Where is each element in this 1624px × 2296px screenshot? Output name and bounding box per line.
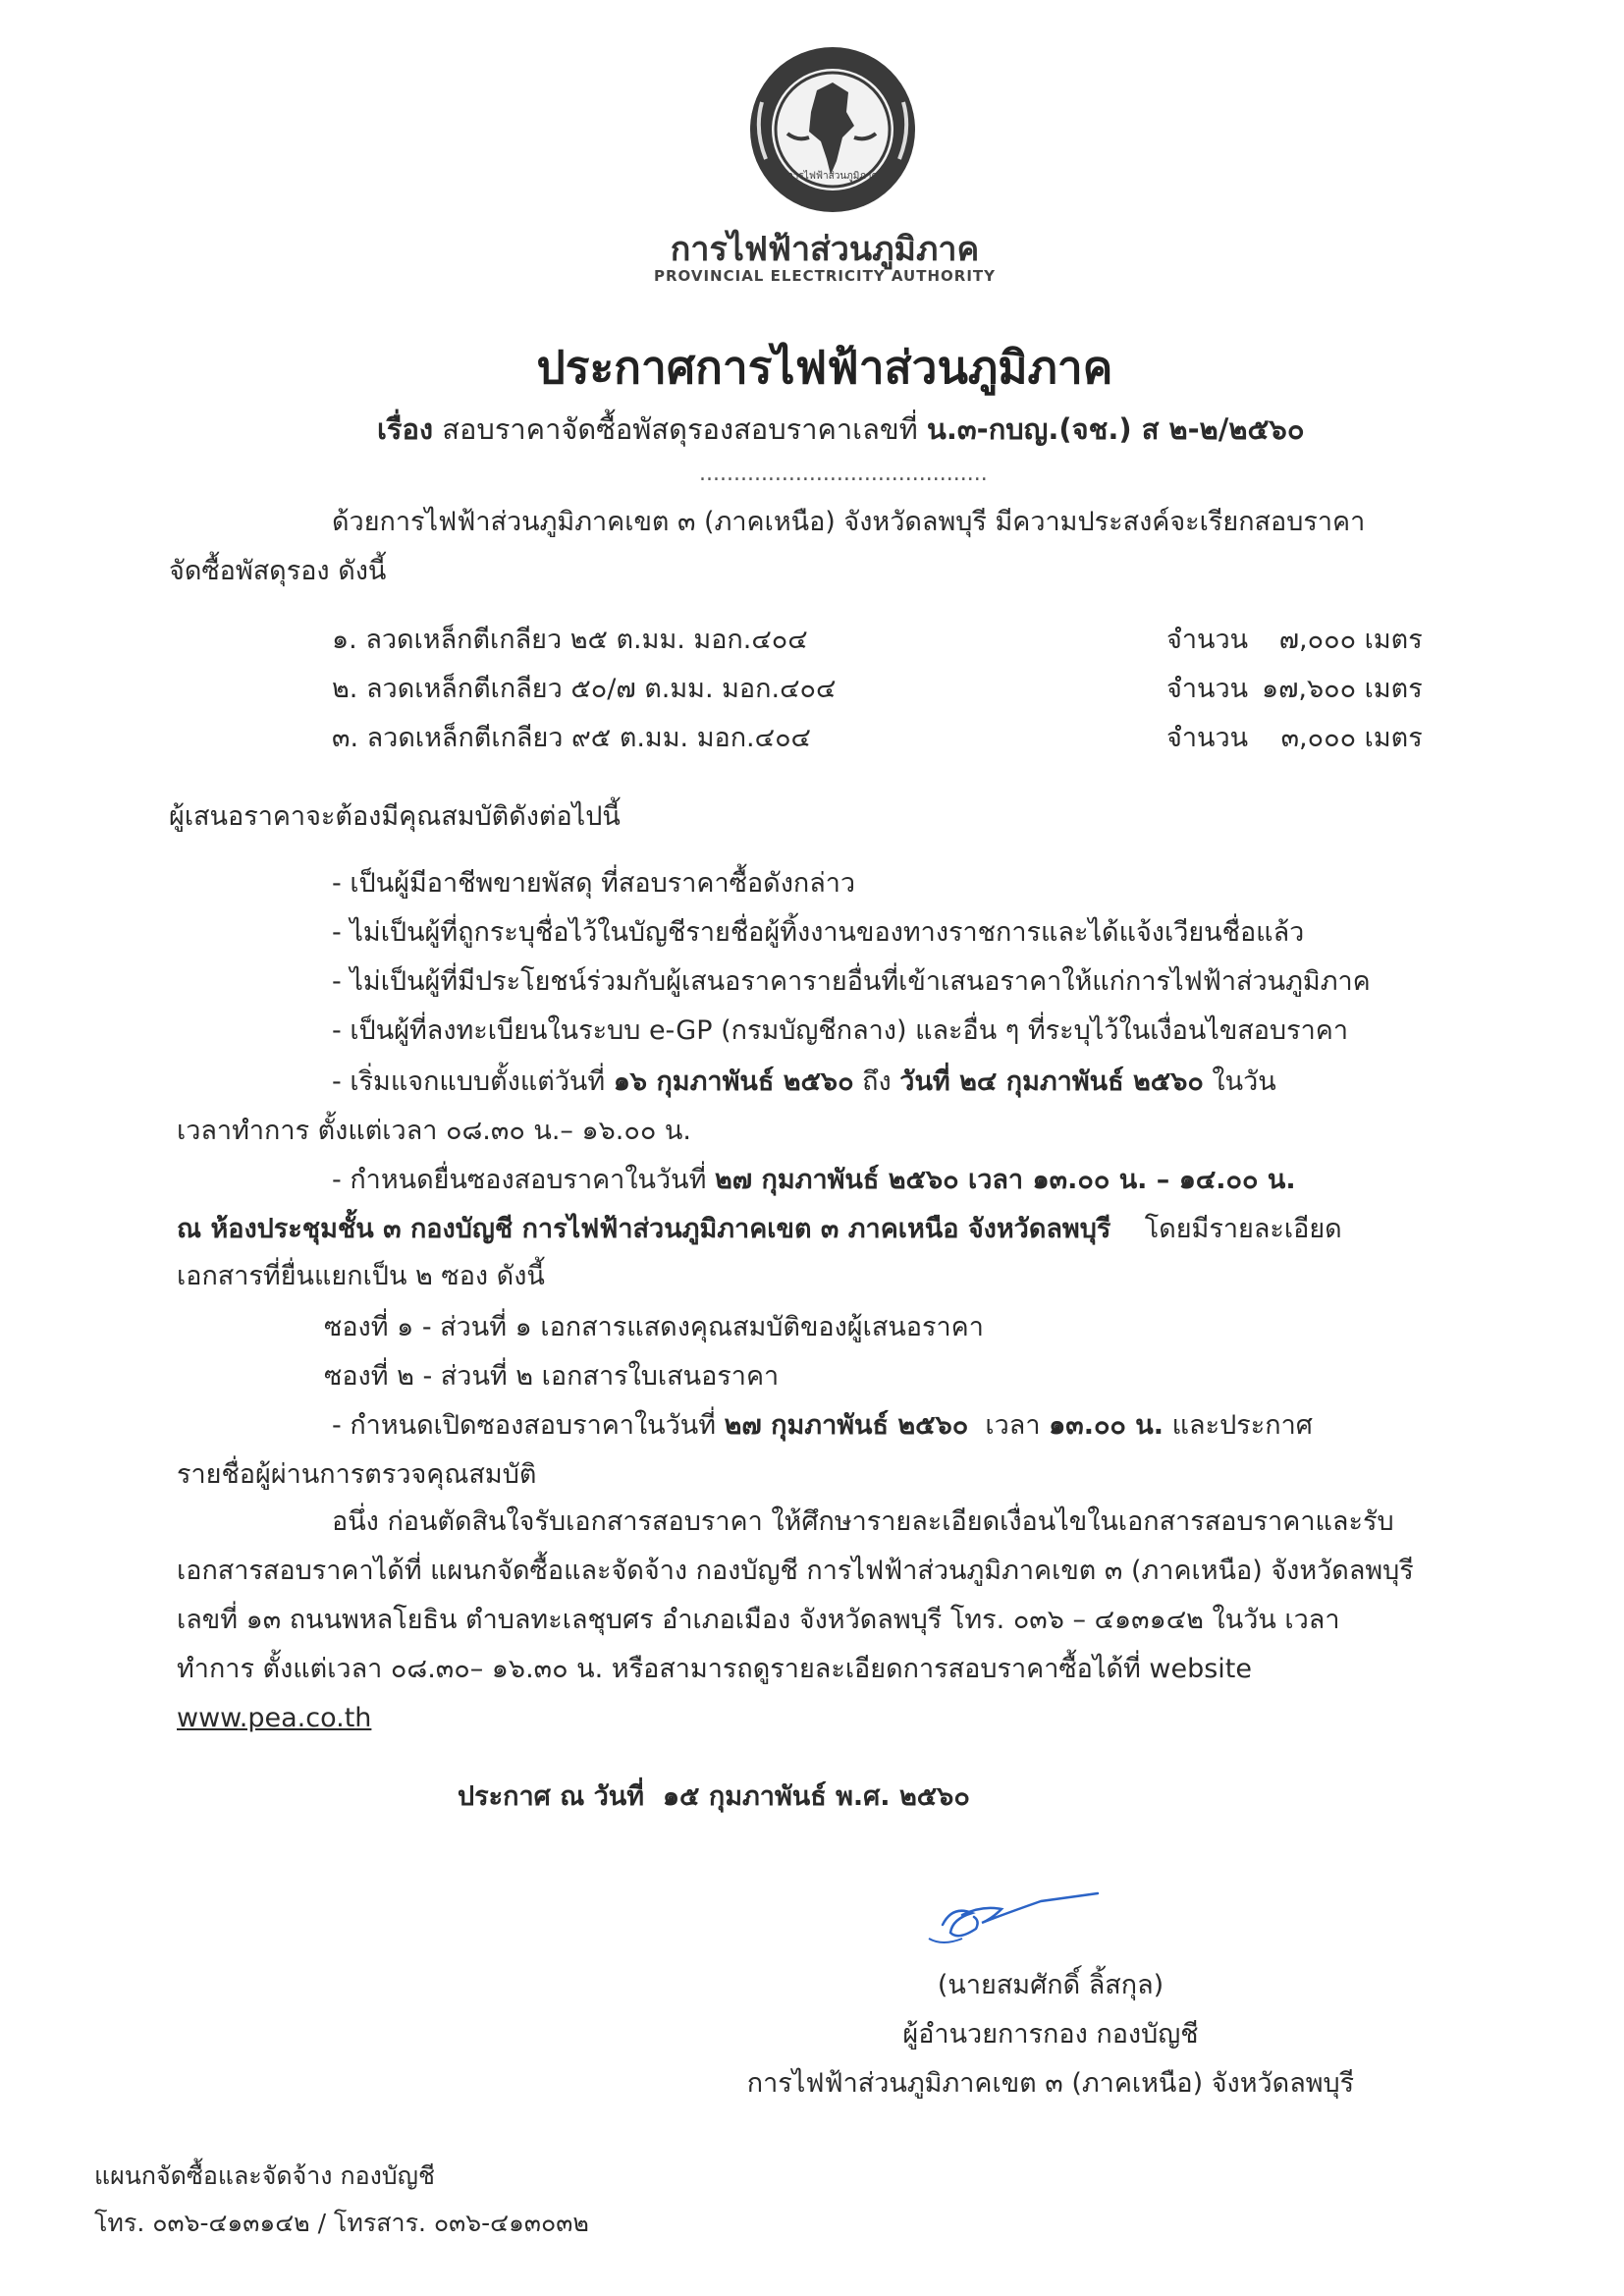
distribution-line-2: เวลาทำการ ตั้งแต่เวลา ๐๘.๓๐ น.– ๑๖.๐๐ น. [177, 1116, 691, 1146]
title-divider: .......................................... [699, 462, 988, 486]
pea-logo [738, 43, 927, 216]
subject-label: เรื่อง [377, 412, 434, 446]
note-line-2: เอกสารสอบราคาได้ที่ แผนกจัดซื้อและจัดจ้าง กองบัญชี การไฟฟ้าส่วนภูมิภาคเขต ๓ (ภาคเหนือ) จังหวัดลพบุรี [177, 1556, 1414, 1586]
submission-line-1: - กำหนดยื่นซองสอบราคาในวันที่ ๒๗ กุมภาพันธ์ ๒๕๖๐ เวลา ๑๓.๐๐ น. – ๑๔.๐๐ น. [332, 1165, 1296, 1195]
subject-number: น.๓-กบญ.(จช.) ส ๒-๒/๒๕๖๐ [927, 412, 1305, 446]
item-desc-2: ๒. ลวดเหล็กตีเกลียว ๕๐/๗ ต.มม. มอก.๔๐๔ [332, 674, 837, 704]
qualification-2: - ไม่เป็นผู้ที่ถูกระบุชื่อไว้ในบัญชีรายชื่อผู้ทิ้งงานของทางราชการและได้แจ้งเวียนชื่อแล้ว [332, 917, 1305, 948]
item-desc-1: ๑. ลวดเหล็กตีเกลียว ๒๕ ต.มม. มอก.๔๐๔ [332, 625, 808, 655]
distribution-line-1: - เริ่มแจกแบบตั้งแต่วันที่ ๑๖ กุมภาพันธ์ ๒๕๖๐ ถึง วันที่ ๒๔ กุมภาพันธ์ ๒๕๖๐ ในวัน [332, 1066, 1276, 1097]
submission-line-3: เอกสารที่ยื่นแยกเป็น ๒ ซอง ดังนี้ [177, 1261, 545, 1291]
signer-organization: การไฟฟ้าส่วนภูมิภาคเขต ๓ (ภาคเหนือ) จังหวัดลพบุรี [746, 2068, 1355, 2099]
intro-line-2: จัดซื้อพัสดุรอง ดังนี้ [169, 556, 387, 586]
subject-text: สอบราคาจัดซื้อพัสดุรองสอบราคาเลขที่ [442, 412, 918, 446]
document-subject [377, 407, 1305, 452]
signer-position: ผู้อำนวยการกอง กองบัญชี [902, 2019, 1199, 2050]
signature-image [923, 1886, 1100, 1954]
organization-name-english: PROVINCIAL ELECTRICITY AUTHORITY [653, 267, 997, 285]
envelope-1: ซองที่ ๑ - ส่วนที่ ๑ เอกสารแสดงคุณสมบัติของผู้เสนอราคา [324, 1312, 984, 1342]
website-link[interactable]: www.pea.co.th [177, 1703, 372, 1733]
submission-line-2: ณ ห้องประชุมชั้น ๓ กองบัญชี การไฟฟ้าส่วนภูมิภาคเขต ๓ ภาคเหนือ จังหวัดลพบุรี โดยมีรายละเอียด [177, 1214, 1342, 1244]
item-qty-1: จำนวน ๗,๐๐๐ เมตร [1166, 625, 1423, 655]
qualification-1: - เป็นผู้มีอาชีพขายพัสดุ ที่สอบราคาซื้อดังกล่าว [332, 868, 856, 899]
qualification-3: - ไม่เป็นผู้ที่มีประโยชน์ร่วมกับผู้เสนอราคารายอื่นที่เข้าเสนอราคาให้แก่การไฟฟ้าส่วนภูมิภาค [332, 966, 1371, 997]
logo-caption: การไฟฟ้าส่วนภูมิภาค [786, 171, 879, 182]
announcement-date: ประกาศ ณ วันที่ ๑๕ กุมภาพันธ์ พ.ศ. ๒๕๖๐ [458, 1781, 970, 1812]
organization-name-thai: การไฟฟ้าส่วนภูมิภาค [670, 230, 980, 269]
envelope-2: ซองที่ ๒ - ส่วนที่ ๒ เอกสารใบเสนอราคา [324, 1361, 780, 1392]
opening-line-1: - กำหนดเปิดซองสอบราคาในวันที่ ๒๗ กุมภาพันธ์ ๒๕๖๐ เวลา ๑๓.๐๐ น. และประกาศ [332, 1410, 1313, 1441]
opening-line-2: รายชื่อผู้ผ่านการตรวจคุณสมบัติ [177, 1459, 537, 1490]
note-line-1: อนึ่ง ก่อนตัดสินใจรับเอกสารสอบราคา ให้ศึกษารายละเอียดเงื่อนไขในเอกสารสอบราคาและรับ [332, 1506, 1394, 1537]
footer-contact: โทร. ๐๓๖-๔๑๓๑๔๒ / โทรสาร. ๐๓๖-๔๑๓๐๓๒ [94, 2209, 589, 2237]
intro-line-1: ด้วยการไฟฟ้าส่วนภูมิภาคเขต ๓ (ภาคเหนือ) จังหวัดลพบุรี มีความประสงค์จะเรียกสอบราคา [332, 507, 1366, 537]
signer-name: (นายสมศักดิ์ ลิ้สกุล) [937, 1970, 1164, 2000]
item-qty-2: จำนวน ๑๗,๖๐๐ เมตร [1166, 674, 1423, 704]
document-title: ประกาศการไฟฟ้าส่วนภูมิภาค [536, 341, 1113, 394]
qualification-4: - เป็นผู้ที่ลงทะเบียนในระบบ e-GP (กรมบัญชีกลาง) และอื่น ๆ ที่ระบุไว้ในเงื่อนไขสอบราคา [332, 1015, 1349, 1046]
item-desc-3: ๓. ลวดเหล็กตีเกลียว ๙๕ ต.มม. มอก.๔๐๔ [332, 723, 811, 753]
qualifications-heading: ผู้เสนอราคาจะต้องมีคุณสมบัติดังต่อไปนี้ [169, 801, 621, 832]
item-qty-3: จำนวน ๓,๐๐๐ เมตร [1166, 723, 1423, 753]
note-line-4: ทำการ ตั้งแต่เวลา ๐๘.๓๐– ๑๖.๓๐ น. หรือสามารถดูรายละเอียดการสอบราคาซื้อได้ที่ website [177, 1654, 1252, 1684]
footer-department: แผนกจัดซื้อและจัดจ้าง กองบัญชี [94, 2161, 435, 2190]
note-line-3: เลขที่ ๑๓ ถนนพหลโยธิน ตำบลทะเลชุบศร อำเภอเมือง จังหวัดลพบุรี โทร. ๐๓๖ – ๔๑๓๑๔๒ ในวัน เวลา [177, 1605, 1340, 1635]
